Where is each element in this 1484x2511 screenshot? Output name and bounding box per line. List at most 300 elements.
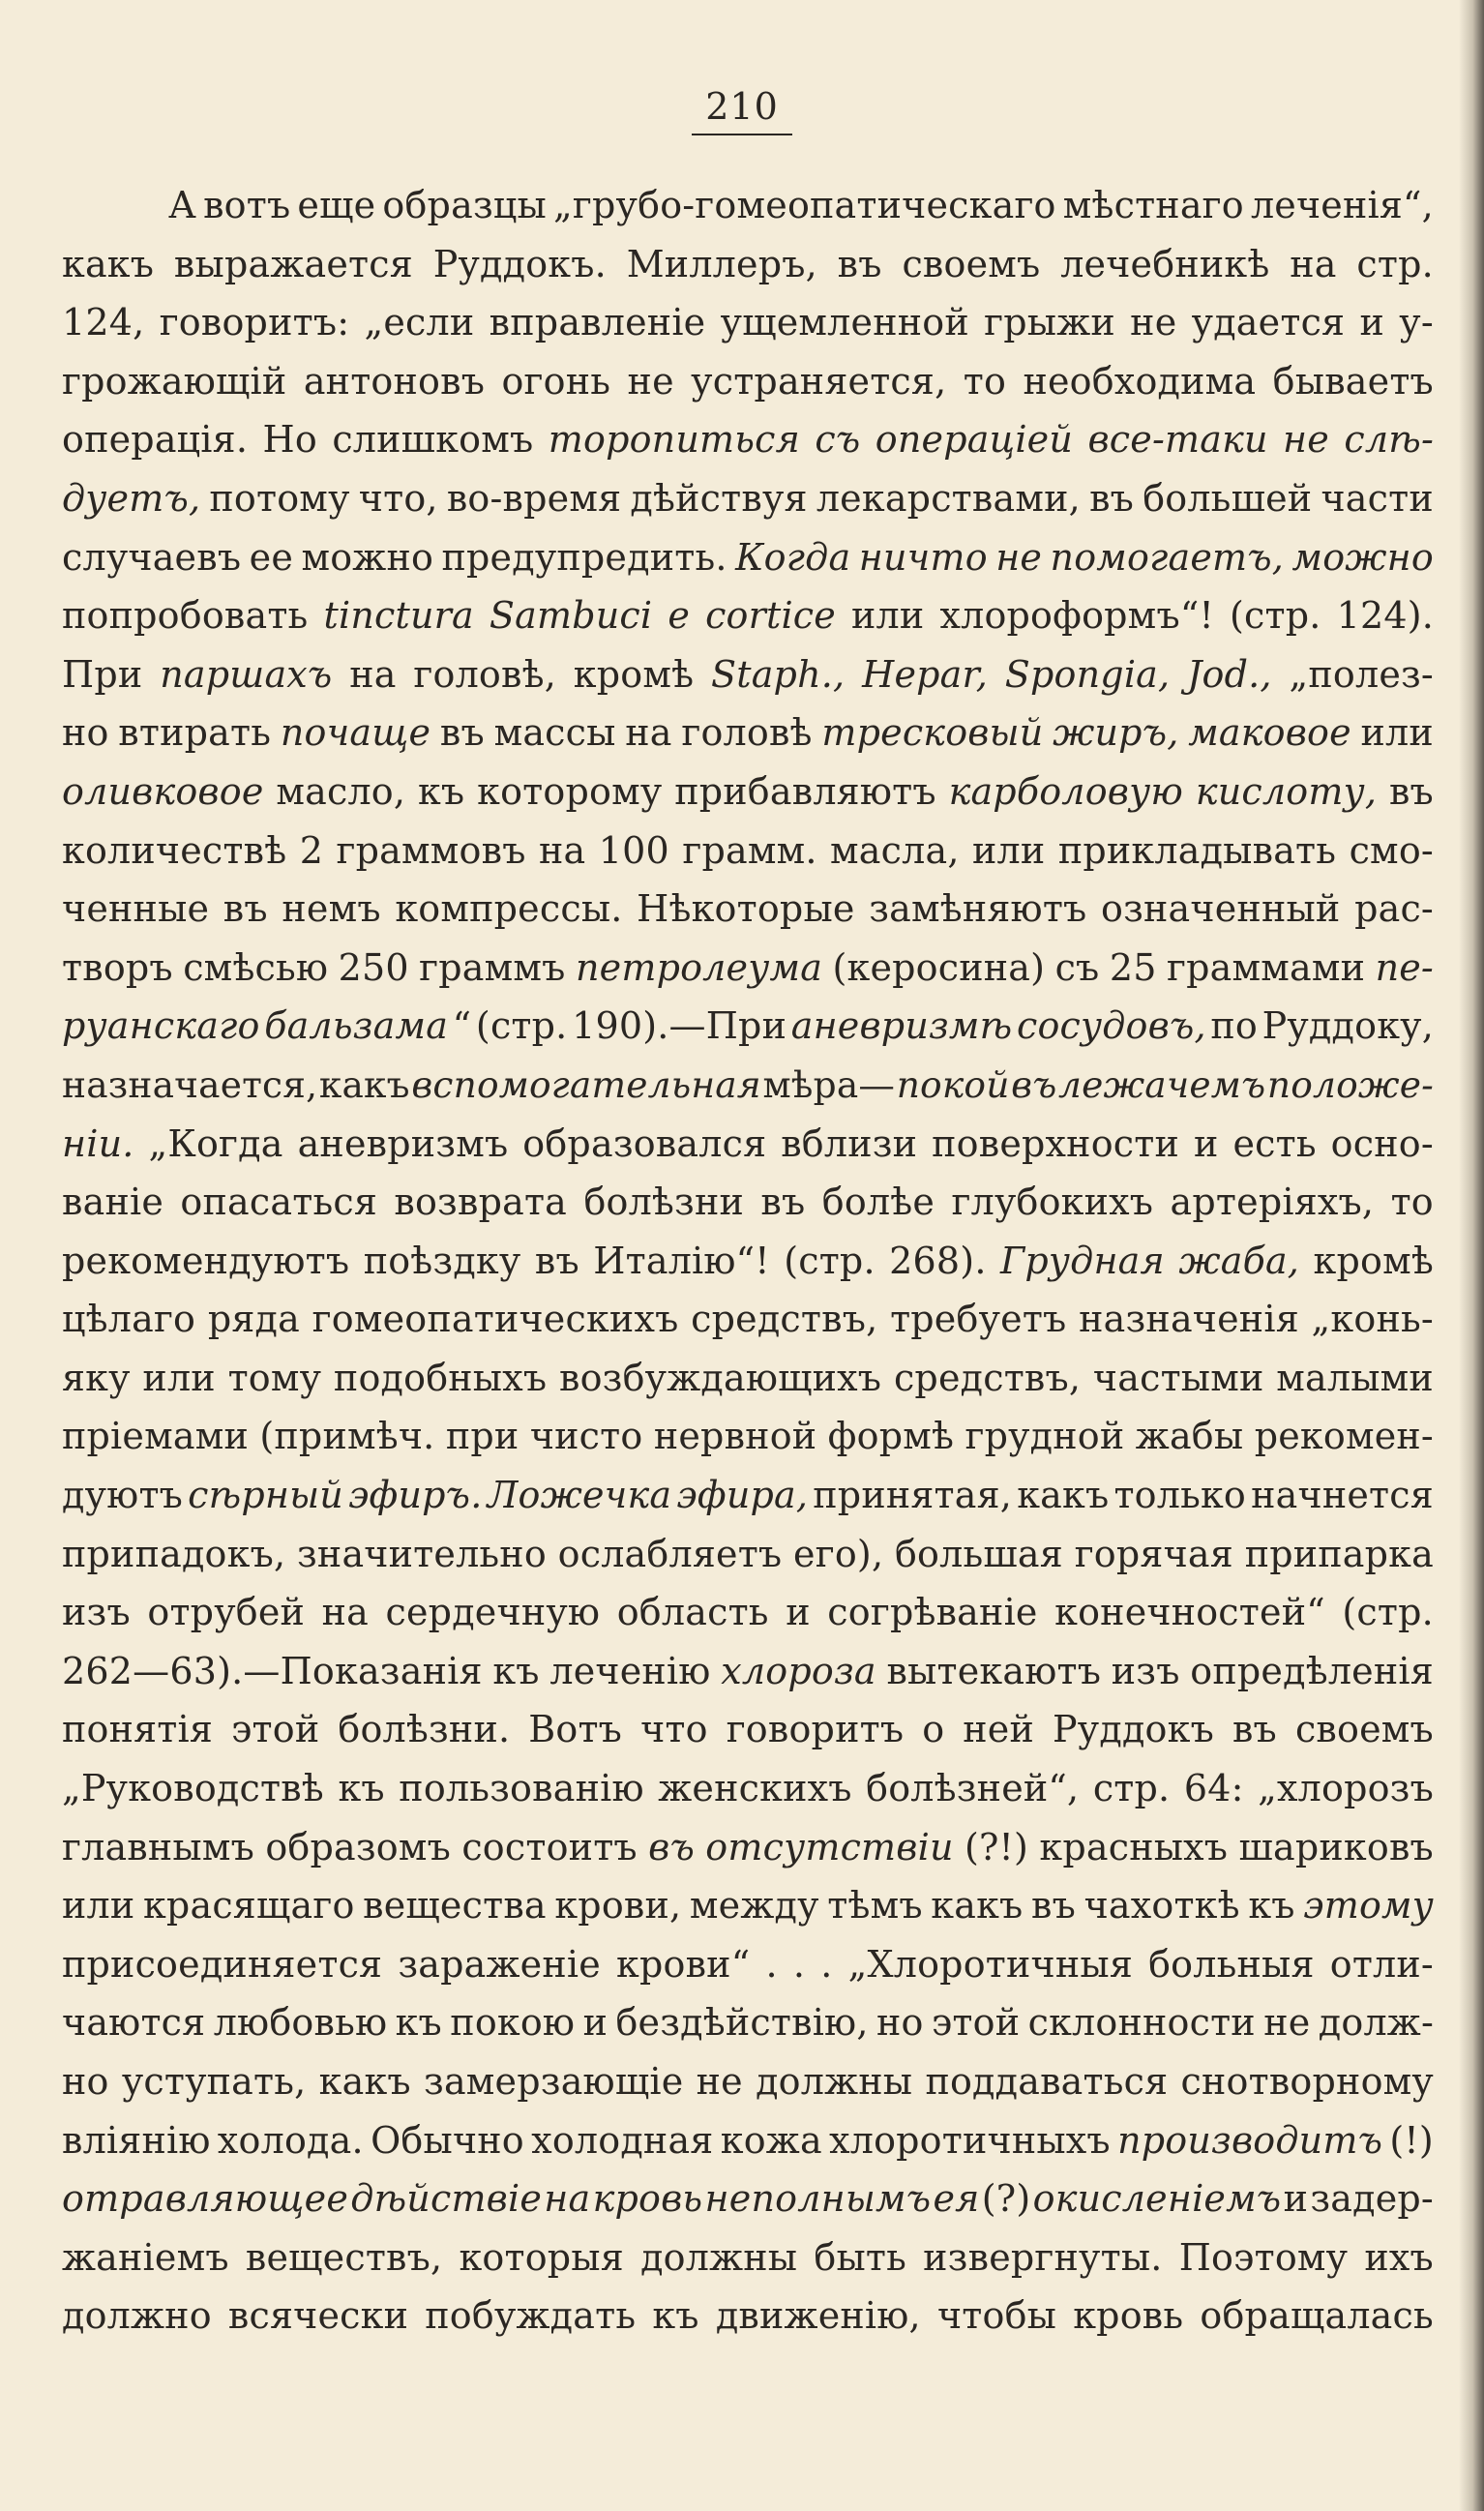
word: или — [62, 1884, 135, 1928]
word: Руддокъ. — [432, 242, 607, 285]
word: зараженіе — [398, 1942, 601, 1986]
word: Обычно — [371, 2118, 524, 2162]
word: можно — [301, 535, 434, 579]
word: припадокъ, — [62, 1532, 286, 1575]
word: „Хлоротичныя — [847, 1942, 1133, 1986]
word: на — [625, 711, 672, 755]
word: петролеума — [575, 945, 823, 989]
word: грудной — [965, 1415, 1125, 1458]
word: или — [851, 594, 925, 638]
word: начнется — [1251, 1474, 1434, 1517]
word: главнымъ — [62, 1825, 255, 1868]
word: немъ — [282, 887, 381, 931]
word: вещества — [363, 1884, 547, 1928]
word: покой — [896, 1062, 1010, 1106]
text-line — [62, 1826, 1434, 1885]
word: пріемами — [62, 1415, 249, 1458]
text-line — [62, 418, 1434, 477]
word: вліянію — [62, 2118, 211, 2162]
word: аневризмъ — [297, 1121, 509, 1165]
word: извергнуты. — [923, 2235, 1163, 2279]
word: во-время — [446, 476, 622, 520]
word: и — [1359, 301, 1385, 344]
word: область — [616, 1591, 769, 1634]
word: красящаго — [142, 1884, 355, 1928]
text-line — [62, 477, 1434, 536]
word: въ — [1031, 1884, 1076, 1928]
word: Грудная — [1000, 1239, 1165, 1282]
word: руанскаго — [62, 1004, 260, 1048]
word: красныхъ — [1039, 1825, 1229, 1868]
word: поддаваться — [925, 2060, 1169, 2103]
word: слѣ- — [1344, 418, 1434, 462]
word: жиръ, — [1053, 711, 1179, 755]
word: отсутствіи — [705, 1825, 954, 1868]
word: втирать — [118, 711, 272, 755]
word: требуетъ — [890, 1298, 1067, 1341]
word: между — [689, 1884, 819, 1928]
word: лекарствами, — [816, 476, 1081, 520]
word: къ — [338, 1767, 385, 1810]
word: почаще — [280, 711, 431, 755]
text-line — [62, 301, 1434, 360]
word: при — [445, 1415, 519, 1458]
text-line — [62, 946, 1434, 1005]
word: компрессы. — [395, 887, 623, 931]
word: эфиръ. — [348, 1474, 483, 1517]
word: бальзама — [264, 1004, 449, 1048]
word: по — [1210, 1004, 1258, 1048]
word: 64: — [1183, 1767, 1244, 1810]
text-line — [62, 1708, 1434, 1767]
text-line — [62, 536, 1434, 595]
word: побуждать — [425, 2294, 637, 2338]
word: рекомен- — [1254, 1415, 1434, 1458]
word: Sambuci — [489, 594, 653, 638]
word: необходима — [1023, 359, 1257, 403]
word: (стр. — [475, 1004, 568, 1048]
word: 124). — [1336, 594, 1434, 638]
word: смо- — [1349, 828, 1434, 872]
word: больныя — [1148, 1942, 1315, 1986]
word: формѣ — [827, 1415, 955, 1458]
word: дѣйствуя — [630, 476, 808, 520]
word: ченные — [62, 887, 210, 931]
word: количествѣ — [62, 828, 287, 872]
word: на — [539, 828, 586, 872]
word: какъ — [1017, 1474, 1110, 1517]
word: назначается, — [62, 1062, 318, 1106]
word: “ — [452, 1004, 472, 1048]
word: предупредить. — [441, 535, 727, 579]
word: Spongia, — [1004, 652, 1171, 696]
word: его), — [793, 1532, 884, 1575]
page-number-text: 210 — [692, 85, 792, 135]
word: съ — [1054, 945, 1100, 989]
word: чтобы — [936, 2294, 1057, 2338]
word: творъ — [62, 945, 173, 989]
word: припарка — [1244, 1532, 1434, 1575]
word: части — [1321, 476, 1434, 520]
word: ихъ — [1364, 2235, 1434, 2279]
word: грыжи — [984, 301, 1115, 344]
word: прикладывать — [1057, 828, 1337, 872]
word: и — [786, 1591, 811, 1634]
word: „хлорозъ — [1258, 1767, 1434, 1810]
word: осно- — [1330, 1121, 1434, 1165]
word: еще — [297, 184, 376, 226]
word: въ — [1388, 769, 1434, 813]
word: не — [1283, 418, 1329, 462]
word: въ — [1232, 1708, 1277, 1751]
word: какъ — [318, 2060, 411, 2103]
word: средствъ, — [691, 1298, 878, 1341]
word: грожающій — [62, 359, 287, 403]
word: веществъ, — [245, 2235, 443, 2279]
word: Поэтому — [1178, 2235, 1349, 2279]
word: При — [62, 652, 143, 696]
word: должно — [62, 2294, 212, 2338]
word: присоединяется — [62, 1942, 383, 1986]
word: то — [963, 359, 1007, 403]
text-line — [62, 1943, 1434, 2002]
text-line — [62, 770, 1434, 829]
body-text — [62, 184, 1434, 2353]
word: окисленіемъ — [1032, 2177, 1282, 2221]
word: ущемленной — [720, 301, 969, 344]
text-line — [62, 1240, 1434, 1299]
word: своемъ — [902, 242, 1041, 285]
word: не — [1130, 301, 1177, 344]
text-line — [62, 2177, 1434, 2236]
word: долж- — [1318, 2001, 1434, 2045]
word: (стр. — [1342, 1591, 1434, 1634]
word: . — [765, 1942, 778, 1986]
word: понятія — [62, 1708, 214, 1751]
word: возврата — [394, 1181, 568, 1224]
word: тресковый — [821, 711, 1044, 755]
word: головѣ — [681, 711, 813, 755]
text-line — [62, 653, 1434, 712]
word: кромѣ — [573, 652, 695, 696]
word: кровь — [1073, 2294, 1184, 2338]
word: крови, — [554, 1884, 682, 1928]
text-line — [62, 1533, 1434, 1592]
word: тѣмъ — [827, 1884, 923, 1928]
word: положе- — [1266, 1062, 1434, 1106]
word: къ — [1248, 1884, 1295, 1928]
word: чаются — [62, 2001, 206, 2045]
word: только — [1113, 1474, 1246, 1517]
word: говоритъ: — [159, 301, 350, 344]
word: ее — [249, 535, 294, 579]
text-line — [62, 594, 1434, 653]
word: бездѣйствію, — [615, 2001, 869, 2045]
word: поверхности — [932, 1121, 1180, 1165]
word: какъ — [931, 1884, 1024, 1928]
word: все-таки — [1087, 418, 1268, 462]
word: (примѣч. — [259, 1415, 435, 1458]
word: 262—63).—Показанія — [62, 1649, 483, 1692]
word: масло, — [276, 769, 406, 813]
text-line — [62, 184, 1434, 243]
word: 250 — [338, 945, 409, 989]
word: чисто — [529, 1415, 643, 1458]
word: образовался — [522, 1121, 767, 1165]
word: склонности — [1027, 2001, 1256, 2045]
word: этой — [231, 1708, 320, 1751]
word: пользованію — [399, 1767, 644, 1810]
word: возбуждающихъ — [559, 1356, 882, 1399]
word: то — [1390, 1181, 1434, 1224]
word: въ — [1089, 476, 1135, 520]
word: (стр. — [1229, 594, 1321, 638]
text-line — [62, 1650, 1434, 1709]
word: Но — [262, 418, 317, 462]
word: 25 — [1109, 945, 1157, 989]
word: что, — [358, 476, 438, 520]
word: Руддоку, — [1261, 1004, 1434, 1048]
word: сѣрный — [188, 1474, 343, 1517]
word: А — [168, 184, 196, 226]
text-line — [62, 360, 1434, 419]
word: выражается — [173, 242, 413, 285]
word: образомъ — [265, 1825, 452, 1868]
word: всячески — [227, 2294, 409, 2338]
word: съ — [815, 418, 861, 462]
word: назначенія — [1079, 1298, 1299, 1341]
word: задер- — [1310, 2177, 1434, 2221]
word: 190).—При — [572, 1004, 787, 1048]
word: чахоткѣ — [1083, 1884, 1240, 1928]
word: принятая, — [813, 1474, 1013, 1517]
word: должны — [640, 2235, 798, 2279]
word: этой — [931, 2001, 1021, 2045]
word: и — [1283, 2177, 1309, 2221]
word: средствъ, — [893, 1356, 1082, 1399]
word: ея — [933, 2177, 980, 2221]
word: ослабляетъ — [557, 1532, 783, 1575]
word: маковое — [1188, 711, 1351, 755]
word: сердечную — [385, 1591, 601, 1634]
word: удается — [1191, 301, 1346, 344]
word: . — [792, 1942, 806, 1986]
word: но — [62, 711, 109, 755]
word: антоновъ — [303, 359, 486, 403]
word: на — [544, 2177, 591, 2221]
word: означенный — [1101, 887, 1341, 931]
word: дѣйствіе — [350, 2177, 543, 2221]
text-line — [62, 1181, 1434, 1240]
word: образцы — [382, 184, 547, 226]
word: изъ — [62, 1591, 131, 1634]
word: поѣздку — [363, 1239, 521, 1282]
text-line — [62, 1298, 1434, 1357]
word: помогаетъ, — [1050, 535, 1285, 579]
word: значительно — [297, 1532, 547, 1575]
word: отли- — [1329, 1942, 1434, 1986]
word: „Когда — [148, 1121, 283, 1165]
word: головѣ, — [413, 652, 556, 696]
word: пе- — [1375, 945, 1434, 989]
page-edge-shadow — [1459, 0, 1484, 2511]
word: глубокихъ — [951, 1181, 1154, 1224]
word: состоитъ — [461, 1825, 638, 1868]
word: но — [876, 2001, 924, 2045]
word: частыми — [1092, 1356, 1264, 1399]
word: къ — [395, 2001, 442, 2045]
word: слишкомъ — [332, 418, 534, 462]
word: въ — [223, 887, 268, 931]
word: снотворному — [1180, 2060, 1434, 2103]
word: обращалась — [1200, 2294, 1434, 2338]
word: въ — [648, 1825, 695, 1868]
word: отрубей — [147, 1591, 306, 1634]
word: изъ — [1111, 1649, 1180, 1692]
word: карболовую — [948, 769, 1183, 813]
word: кровь — [592, 2177, 703, 2221]
word: болѣзней“, — [866, 1767, 1080, 1810]
word: 124, — [62, 301, 145, 344]
word: можно — [1291, 535, 1434, 579]
text-line — [62, 2236, 1434, 2295]
word: жаніемъ — [62, 2235, 229, 2279]
word: болѣзни. — [338, 1708, 511, 1751]
word: Hepar, — [862, 652, 988, 696]
word: замѣняютъ — [869, 887, 1087, 931]
word: цѣлаго — [62, 1298, 196, 1341]
word: какъ — [62, 242, 155, 285]
word: кромѣ — [1313, 1239, 1434, 1282]
word: массы — [493, 711, 616, 755]
word: о — [922, 1708, 945, 1751]
text-line — [62, 243, 1434, 302]
word: грамм. — [682, 828, 817, 872]
text-line — [62, 1063, 1434, 1122]
word: устраняется, — [691, 359, 947, 403]
word: на — [1290, 242, 1337, 285]
word: „полез- — [1289, 652, 1434, 696]
word: и — [1193, 1121, 1219, 1165]
word: „грубо-гомеопатическаго — [553, 184, 1056, 226]
word: артеріяхъ, — [1170, 1181, 1375, 1224]
word: шариковъ — [1238, 1825, 1434, 1868]
word: говоритъ — [726, 1708, 905, 1751]
word: жаба, — [1178, 1239, 1300, 1282]
word: (!) — [1389, 2118, 1434, 2162]
word: быть — [814, 2235, 907, 2279]
text-line — [62, 2060, 1434, 2119]
word: леченію — [549, 1649, 711, 1692]
text-line — [62, 1415, 1434, 1474]
word: Миллеръ, — [626, 242, 817, 285]
word: у- — [1399, 301, 1434, 344]
word: уступать, — [121, 2060, 307, 2103]
word: но — [62, 2060, 109, 2103]
word: движенію, — [715, 2294, 921, 2338]
word: операція. — [62, 418, 249, 462]
word: вспомогательная — [411, 1062, 761, 1106]
word: хлороза — [721, 1649, 876, 1692]
word: опасаться — [180, 1181, 377, 1224]
word: e — [668, 594, 691, 638]
word: гомеопатическихъ — [312, 1298, 679, 1341]
word: кислоту, — [1195, 769, 1378, 813]
word: Ложечка — [487, 1474, 672, 1517]
word: въ — [439, 711, 485, 755]
word: болѣе — [821, 1181, 935, 1224]
word: Нѣкоторые — [637, 887, 855, 931]
word: мѣстнаго — [1062, 184, 1244, 226]
word: 268). — [889, 1239, 987, 1282]
word: торопиться — [548, 418, 800, 462]
word: бываетъ — [1272, 359, 1434, 403]
word: малыми — [1276, 1356, 1434, 1399]
text-line — [62, 1884, 1434, 1943]
word: ряда — [207, 1298, 300, 1341]
word: масла, — [830, 828, 960, 872]
text-line — [62, 1122, 1434, 1181]
word: Италію“! — [593, 1239, 770, 1282]
word: вытекаютъ — [886, 1649, 1102, 1692]
word: леченія“, — [1250, 184, 1434, 226]
word: попробовать — [62, 594, 309, 638]
word: не — [627, 359, 674, 403]
word: есть — [1232, 1121, 1317, 1165]
text-line — [62, 711, 1434, 770]
word: тому — [227, 1356, 322, 1399]
word: хлороформъ“! — [939, 594, 1214, 638]
word: опредѣленія — [1190, 1649, 1434, 1692]
word: яку — [62, 1356, 131, 1399]
word: какъ — [318, 1062, 410, 1106]
text-line — [62, 2294, 1434, 2353]
word: и — [582, 2001, 608, 2045]
word: любовью — [213, 2001, 388, 2045]
word: вотъ — [203, 184, 291, 226]
word: дуютъ — [62, 1474, 184, 1517]
word: нервной — [653, 1415, 817, 1458]
word: „конь- — [1311, 1298, 1434, 1341]
word: лежачемъ — [1058, 1062, 1266, 1106]
text-line — [62, 829, 1434, 888]
word: подобныхъ — [333, 1356, 548, 1399]
word: аневризмѣ — [790, 1004, 1013, 1048]
word: Руддокъ — [1053, 1708, 1214, 1751]
word: . — [820, 1942, 833, 1986]
word: кожа — [720, 2118, 822, 2162]
word: согрѣваніе — [827, 1591, 1038, 1634]
word: ней — [963, 1708, 1035, 1751]
word: „Руководствѣ — [62, 1767, 324, 1810]
text-line — [62, 2001, 1434, 2060]
word: граммами — [1167, 945, 1366, 989]
word: эфира, — [676, 1474, 809, 1517]
word: къ — [492, 1649, 540, 1692]
word: къ — [417, 769, 465, 813]
text-line — [62, 1591, 1434, 1650]
word: въ — [1011, 1062, 1057, 1106]
word: Вотъ — [528, 1708, 623, 1751]
word: покою — [450, 2001, 576, 2045]
page-number — [0, 85, 1484, 135]
word: что — [640, 1708, 708, 1751]
word: мѣра— — [762, 1062, 896, 1106]
word: tinctura — [323, 594, 474, 638]
word: вправленіе — [489, 301, 706, 344]
word: Jod., — [1187, 652, 1272, 696]
word: 2 — [299, 828, 324, 872]
